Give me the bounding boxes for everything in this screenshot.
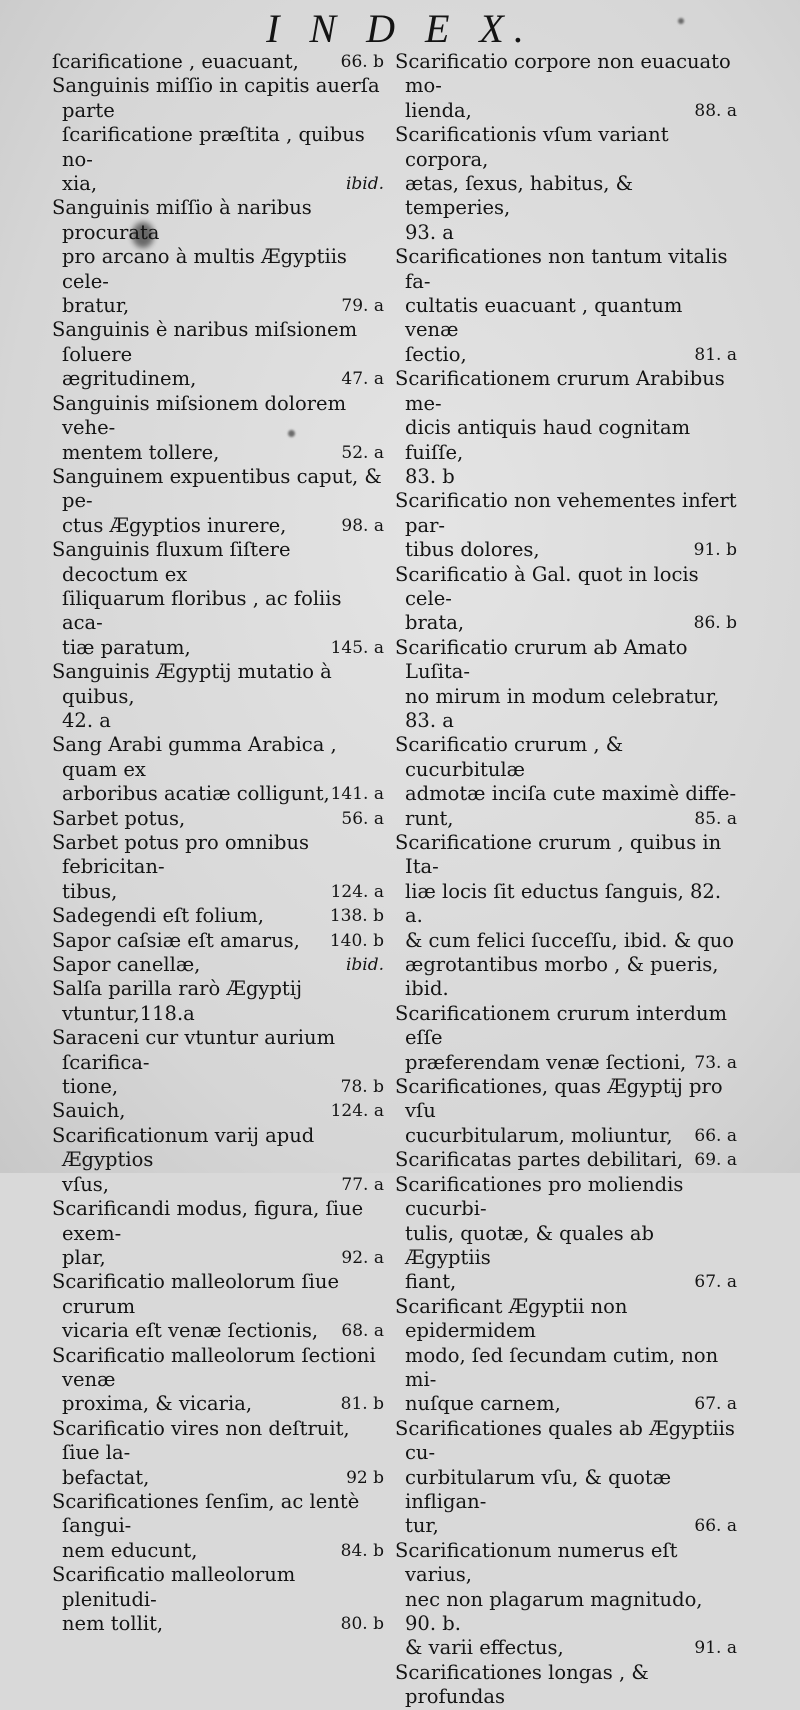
page-reference: 68. a: [341, 1321, 384, 1342]
entry-line: Scarificationes quales ab Ægyptiis cu-: [395, 1416, 735, 1465]
page-reference: 78. b: [340, 1077, 384, 1098]
entry-line: Scarificationem crurum Arabibus me-: [395, 367, 725, 415]
entry-line: ſectio,: [405, 342, 467, 366]
page-reference: 81. a: [694, 344, 737, 365]
entry-line: fiant,: [405, 1270, 457, 1294]
entry-line: lienda,: [405, 98, 472, 122]
page-reference: 92. a: [341, 1247, 384, 1268]
entry-line: Scarificatio non vehementes infert par-: [395, 489, 737, 537]
index-entry: [52, 1197, 384, 1270]
entry-line: Scarificatio malleolorum ſiue crurum: [52, 1270, 339, 1318]
index-entry: [52, 904, 384, 928]
index-entry: [52, 1563, 384, 1636]
entry-line: runt,: [405, 806, 454, 830]
index-entry: [52, 733, 384, 806]
index-entry: [52, 538, 384, 660]
page-reference: 138. b: [329, 906, 384, 927]
page-reference: 69. a: [694, 1150, 737, 1171]
page-reference: 80. b: [340, 1614, 384, 1634]
entry-line: Sapor caſsiæ eſt amarus,: [52, 928, 300, 952]
entry-line: Scarificatio malleolorum ſectioni venæ: [52, 1343, 376, 1391]
entry-line: 42. a: [62, 708, 111, 732]
page-reference: 77. a: [341, 1174, 384, 1195]
entry-line: Sanguinis fluxum ſiſtere decoctum ex: [52, 538, 291, 586]
page-reference: 67. a: [694, 1272, 737, 1293]
entry-line: 83. a: [405, 708, 454, 732]
entry-line: pro arcano à multis Ægyptiis cele-: [62, 245, 347, 293]
entry-line: Scarificationum numerus eſt varius,: [395, 1538, 678, 1587]
index-entry: [395, 123, 737, 245]
entry-line: cultatis euacuant , quantum venæ: [405, 294, 683, 342]
index-entry: [395, 636, 737, 734]
index-entry: [52, 977, 384, 1026]
page-reference: 92 b: [346, 1467, 384, 1488]
index-entry: [52, 953, 384, 977]
entry-line: ægrotantibus morbo , & pueris,: [405, 953, 719, 977]
entry-line: Scarificatione crurum , quibus in Ita-: [395, 831, 722, 879]
entry-line: Sanguinis è naribus miſsionem ſoluere: [52, 318, 358, 366]
index-entry: [52, 1417, 384, 1490]
entry-line: tibus dolores,: [405, 538, 540, 562]
page-reference: 66. a: [694, 1125, 737, 1146]
entry-line: Sanguinis Ægyptij mutatio à quibus,: [52, 660, 332, 708]
index-entry: [52, 318, 384, 391]
entry-line: proxima, & vicaria,: [62, 1392, 253, 1416]
entry-line: Salſa parilla rarò Ægyptij vtuntur,118.a: [52, 977, 303, 1025]
entry-line: Scarificationis vſum variant corpora,: [395, 123, 669, 171]
entry-line: curbitularum vſu, & quotæ infligan-: [405, 1465, 672, 1513]
index-entry: [395, 831, 737, 1002]
entry-line: brata,: [405, 611, 465, 635]
index-entry: [395, 489, 737, 562]
index-entry: [395, 1295, 737, 1417]
entry-line: Scarificationes, quas Ægyptij pro vſu: [395, 1075, 723, 1123]
index-entry: [395, 1173, 737, 1295]
index-entry: [52, 1270, 384, 1343]
index-entry: [395, 563, 737, 636]
index-entry: [52, 831, 384, 904]
entry-line: Scarificationes non tantum vitalis fa-: [395, 245, 728, 293]
page-reference: 47. a: [341, 369, 384, 390]
page-reference: 67. a: [694, 1394, 737, 1415]
index-entry: [395, 1075, 737, 1148]
index-entry: [52, 807, 384, 831]
page-reference: 86. b: [693, 613, 737, 634]
entry-line: admotæ inciſa cute maximè diffe-: [405, 782, 737, 806]
index-entry: [395, 245, 737, 367]
index-entry: [395, 1661, 737, 1710]
index-entry: [52, 50, 384, 74]
entry-line: ſcarificatione præſtita , quibus no-: [62, 123, 365, 171]
index-entry: [395, 50, 737, 123]
index-entry: [395, 1002, 737, 1075]
entry-line: Sadegendi eſt folium,: [52, 904, 264, 928]
entry-line: Sanguinem expuentibus caput, & pe-: [52, 464, 382, 513]
index-entry: [52, 196, 384, 318]
entry-line: Scarificationes longas , & profundas: [395, 1660, 649, 1709]
index-column-left: [52, 50, 384, 1636]
entry-line: nem tollit,: [62, 1612, 164, 1635]
entry-line: tur,: [405, 1514, 439, 1538]
index-entry: [52, 929, 384, 953]
entry-line: Sapor canellæ,: [52, 953, 201, 977]
page-reference: 124. a: [330, 1101, 384, 1122]
page-reference: 79. a: [341, 296, 384, 317]
page-reference: 81. b: [340, 1394, 384, 1415]
entry-line: tibus,: [62, 879, 118, 903]
entry-line: befactat,: [62, 1465, 150, 1489]
entry-line: tiæ paratum,: [62, 635, 191, 659]
page-header-index: I N D E X.: [266, 6, 534, 51]
entry-line: Scarificationes pro moliendis cucurbi-: [395, 1172, 684, 1221]
entry-line: ætas, ſexus, habitus, & temperies,: [405, 172, 633, 220]
entry-line: dicis antiquis haud cognitam fuiſſe,: [405, 416, 691, 464]
page-reference: ibid.: [345, 955, 384, 976]
index-entry: [395, 367, 737, 489]
index-entry: [52, 660, 384, 733]
entry-line: Sarbet potus pro omnibus febricitan-: [52, 831, 310, 879]
index-entry: [52, 74, 384, 196]
entry-line: Scarificatas partes debilitari,: [395, 1148, 684, 1172]
page-reference: 91. b: [693, 540, 737, 561]
page-reference: 73. a: [694, 1052, 737, 1073]
entry-line: ibid.: [405, 977, 449, 1001]
entry-line: ſcarificatione , euacuant,: [52, 50, 299, 73]
entry-line: & cum felici ſucceſſu, ibid. & quo: [405, 928, 735, 952]
entry-line: xia,: [62, 172, 98, 196]
index-entry: [52, 1344, 384, 1417]
entry-line: ſiliquarum floribus , ac foliis aca-: [62, 586, 342, 635]
page-reference: 66. a: [694, 1516, 737, 1537]
entry-line: bratur,: [62, 294, 130, 318]
entry-line: Scarificant Ægyptii non epidermidem: [395, 1294, 628, 1343]
entry-line: Sanguinis miſsionem dolorem vehe-: [52, 391, 347, 440]
page-reference: 84. b: [340, 1540, 384, 1561]
page-reference: 52. a: [341, 442, 384, 463]
entry-line: arboribus acatiæ colligunt,: [62, 782, 330, 806]
entry-line: nem educunt,: [62, 1538, 198, 1562]
entry-line: Scarificatio crurum ab Amato Luſita-: [395, 635, 688, 684]
entry-line: liæ locis ſit eductus ſanguis, 82. a.: [405, 879, 722, 928]
entry-line: Scarificatio crurum , & cucurbitulæ: [395, 733, 624, 781]
entry-line: 93. a: [405, 220, 454, 244]
entry-line: Scarificatio corpore non euacuato mo-: [395, 50, 731, 98]
entry-line: Scarificatio à Gal. quot in locis cele-: [395, 562, 699, 610]
page-reference: 88. a: [694, 100, 737, 121]
page-reference: 98. a: [341, 515, 384, 536]
entry-line: nec non plagarum magnitudo, 90. b.: [405, 1587, 703, 1635]
entry-line: tione,: [62, 1075, 119, 1099]
entry-line: Scarificandi modus, figura, ſiue exem-: [52, 1197, 364, 1245]
entry-line: Scarificationes ſenſim, ac lentè ſangui-: [52, 1489, 360, 1538]
page-reference: 140. b: [329, 930, 384, 951]
page-reference: 124. a: [330, 881, 384, 902]
index-entry: [395, 1417, 737, 1539]
page-reference: 145. a: [330, 637, 384, 658]
entry-line: & varii effectus,: [405, 1636, 564, 1660]
entry-line: vſus,: [62, 1172, 109, 1196]
entry-line: Sauich,: [52, 1099, 126, 1123]
entry-line: Sanguinis miſſio in capitis auerſa parte: [52, 74, 380, 122]
entry-line: ctus Ægyptios inurere,: [62, 513, 287, 537]
index-column-right: [395, 50, 737, 1710]
page-reference: 66. b: [340, 52, 384, 72]
entry-line: Sang Arabi gumma Arabica , quam ex: [52, 733, 337, 781]
entry-line: Scarificationem crurum interdum eſſe: [395, 1001, 728, 1050]
page-reference: 85. a: [694, 808, 737, 829]
entry-line: modo, ſed ſecundam cutim, non mi-: [405, 1343, 719, 1391]
index-entry: [395, 1148, 737, 1172]
entry-line: vicaria eſt venæ ſectionis,: [62, 1319, 319, 1343]
entry-line: cucurbitularum, moliuntur,: [405, 1123, 673, 1147]
index-entry: [395, 1539, 737, 1661]
entry-line: 83. b: [405, 464, 455, 488]
entry-line: plar,: [62, 1245, 106, 1269]
entry-line: no mirum in modum celebratur,: [405, 684, 720, 708]
entry-line: nuſque carnem,: [405, 1392, 561, 1416]
index-entry: [52, 1026, 384, 1099]
page-reference: ibid.: [345, 174, 384, 195]
index-entry: [395, 733, 737, 831]
entry-line: mentem tollere,: [62, 440, 220, 464]
page-reference: 141. a: [330, 784, 384, 805]
index-entry: [52, 392, 384, 465]
entry-line: Scarificationum varij apud Ægyptios: [52, 1123, 315, 1172]
index-entry: [52, 1099, 384, 1123]
entry-line: Saraceni cur vtuntur aurium ſcarifica-: [52, 1026, 336, 1074]
index-entry: [52, 1124, 384, 1197]
entry-line: Scarificatio malleolorum plenitudi-: [52, 1563, 296, 1611]
index-entry: [52, 465, 384, 538]
entry-line: Sanguinis miſſio à naribus procurata: [52, 196, 312, 244]
entry-line: tulis, quotæ, & quales ab Ægyptiis: [405, 1221, 654, 1269]
entry-line: Sarbet potus,: [52, 806, 186, 830]
page-reference: 56. a: [341, 808, 384, 829]
entry-line: Scarificatio vires non deſtruit, ſiue la-: [52, 1416, 350, 1465]
index-entry: [52, 1490, 384, 1563]
entry-line: præferendam venæ ſectioni,: [405, 1050, 687, 1074]
page-reference: 91. a: [694, 1638, 737, 1659]
entry-line: ægritudinem,: [62, 367, 197, 391]
